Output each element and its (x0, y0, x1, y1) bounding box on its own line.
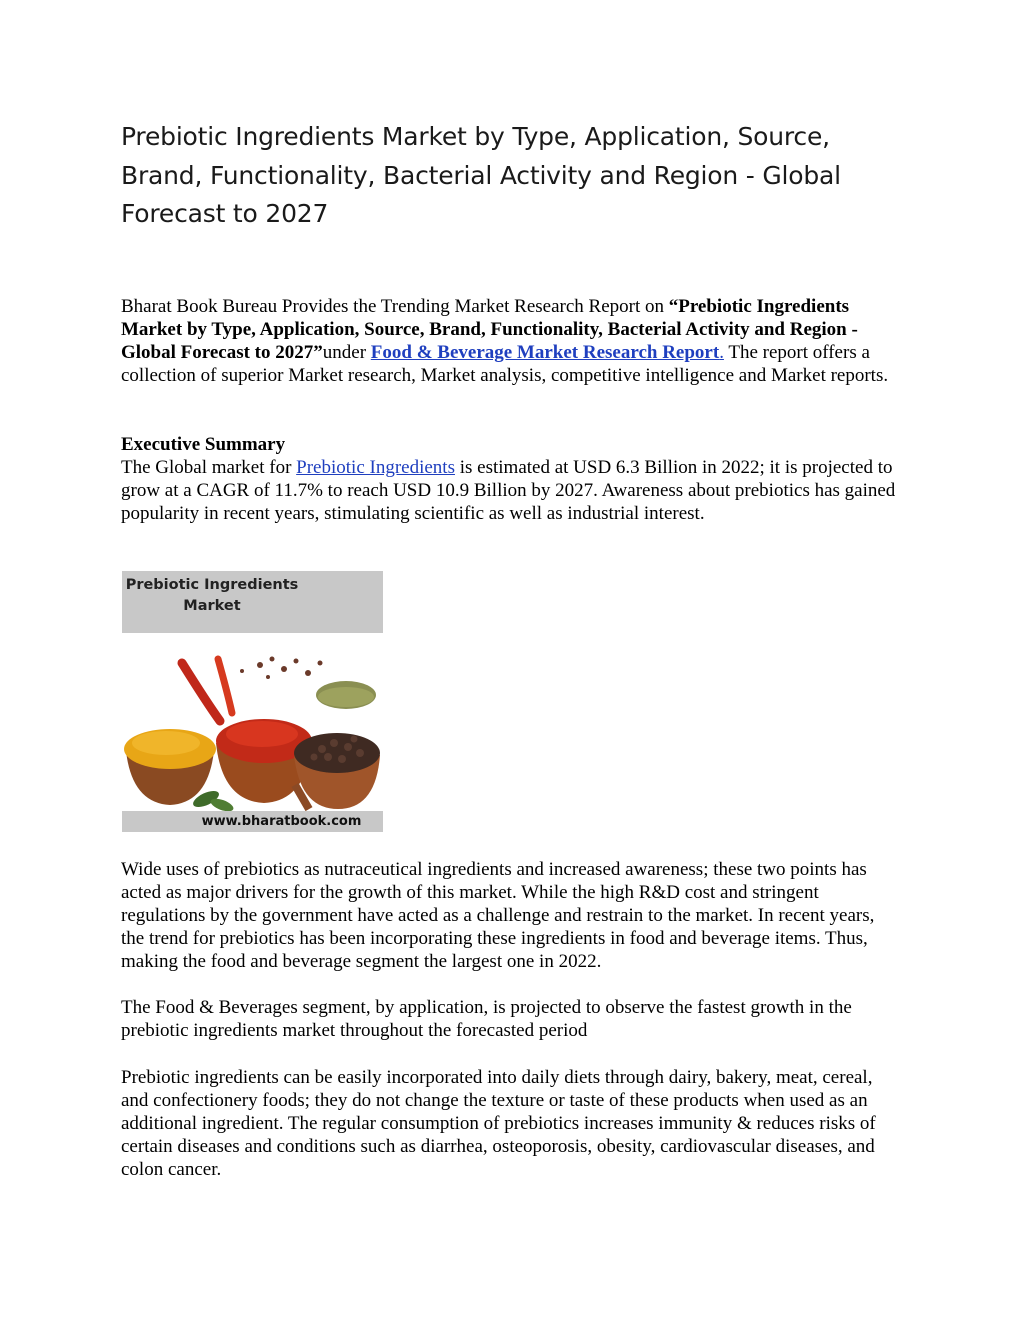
figure-footer-url (122, 811, 383, 832)
exec-text-before: The Global market for (121, 457, 297, 478)
intro-under: under (322, 342, 371, 363)
intro-paragraph (121, 295, 901, 387)
figure-title-line1: Prebiotic Ingredients (125, 577, 299, 593)
figure-title (122, 575, 302, 617)
prebiotic-ingredients-link[interactable]: Prebiotic Ingredients (296, 457, 455, 478)
intro-lead: Bharat Book Bureau Provides the Trending Market Research Report on (121, 296, 669, 317)
body-paragraph-drivers: Wide uses of prebiotics as nutraceutical ingredients and increased awareness; these two points has acted as major drivers for the growth of this market. While the high R&D cost and stringent regulations by the government have acted as a challenge and restrain to the market. In recent years, the trend for prebiotics has been incorporating these ingredients in food and beverage items. Thus, making the food and beverage segment the largest one in 2022. (121, 859, 875, 972)
executive-summary (121, 433, 901, 525)
exec-text-after: is estimated at USD 6.3 Billion in 2022; it is projected to grow at a CAGR of 11.7% to reach USD 10.9 Billion by 2027. Awareness about prebiotics has gained popularity in recent years, stimulating scientific as well as industrial interest. (121, 457, 896, 524)
spice-bowls-photo (122, 633, 383, 811)
report-name: “Prebiotic Ingredients Market by Type, Application, Source, Brand, Functionality, Bacterial Activity and Region - Global Forecast to 2027” (121, 296, 858, 363)
spice-bowls-illustration (122, 633, 383, 811)
figure-title-line2: Market (183, 598, 241, 614)
category-link-period[interactable]: . (719, 342, 724, 363)
executive-summary-heading: Executive Summary (121, 434, 286, 455)
body-paragraph-segment: The Food & Beverages segment, by application, is projected to observe the fastest growth in the prebiotic ingredients market throughout the forecasted period (121, 997, 852, 1041)
category-link[interactable]: Food & Beverage Market Research Report (370, 342, 720, 363)
market-cover-image (122, 571, 383, 832)
figure-footer-text: www.bharatbook.com (201, 814, 362, 829)
intro-tail: The report offers a collection of superior Market research, Market analysis, competitive intelligence and Market reports. (121, 342, 889, 386)
body-paragraph-benefits: Prebiotic ingredients can be easily incorporated into daily diets through dairy, bakery, meat, cereal, and confectionery foods; they do not change the texture or taste of these products when used as an additional ingredient. The regular consumption of prebiotics increases immunity & reduces risks of certain diseases and conditions such as diarrhea, osteoporosis, obesity, cardiovascular diseases, and colon cancer. (121, 1067, 876, 1180)
page-title: Prebiotic Ingredients Market by Type, Application, Source, Brand, Functionality, Bacterial Activity and Region - Global Forecast to 2027 (121, 122, 841, 228)
